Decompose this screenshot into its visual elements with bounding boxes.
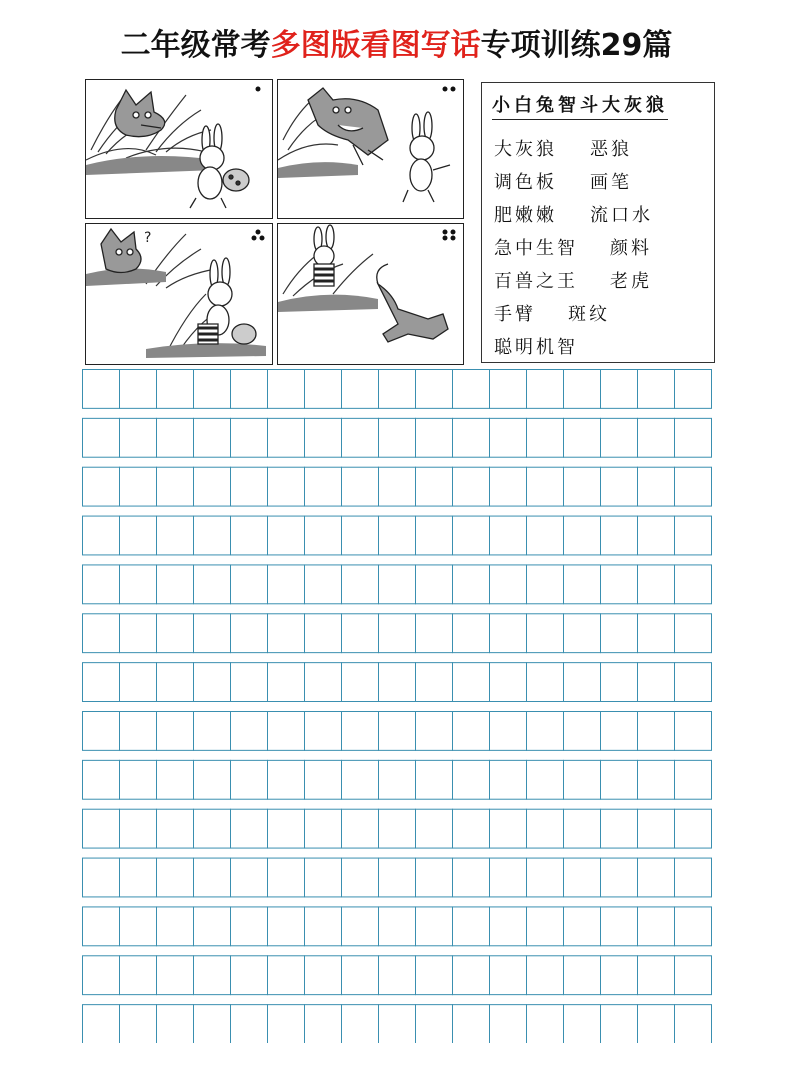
grid-cell[interactable]	[83, 760, 120, 799]
grid-cell[interactable]	[453, 712, 490, 751]
grid-cell[interactable]	[305, 858, 342, 897]
grid-cell[interactable]	[120, 1005, 157, 1043]
grid-cell[interactable]	[268, 760, 305, 799]
grid-cell[interactable]	[675, 956, 712, 995]
grid-cell[interactable]	[416, 370, 453, 409]
grid-cell[interactable]	[527, 663, 564, 702]
grid-cell[interactable]	[194, 712, 231, 751]
grid-cell[interactable]	[527, 809, 564, 848]
grid-cell[interactable]	[342, 467, 379, 506]
word-item: 恶狼	[590, 139, 632, 160]
grid-row[interactable]	[83, 1005, 712, 1043]
wolf-pouncing-illustration	[278, 80, 462, 217]
wolf-fleeing-illustration	[278, 224, 462, 363]
page-title	[0, 26, 793, 66]
grid-cell[interactable]	[194, 809, 231, 848]
grid-cell[interactable]	[268, 858, 305, 897]
grid-cell[interactable]	[601, 663, 638, 702]
word-bank-title: 小白兔智斗大灰狼	[492, 91, 668, 120]
grid-cell[interactable]	[342, 663, 379, 702]
grid-cell[interactable]	[120, 370, 157, 409]
grid-cell[interactable]	[231, 858, 268, 897]
grid-cell[interactable]	[490, 614, 527, 653]
grid-cell[interactable]	[453, 418, 490, 457]
grid-cell[interactable]	[490, 809, 527, 848]
grid-cell[interactable]	[268, 565, 305, 604]
grid-row[interactable]	[83, 663, 712, 702]
grid-cell[interactable]	[638, 858, 675, 897]
grid-cell[interactable]	[453, 663, 490, 702]
wolf-hiding-illustration	[86, 80, 271, 217]
grid-cell[interactable]	[342, 907, 379, 946]
grid-cell[interactable]	[564, 614, 601, 653]
grid-cell[interactable]	[231, 956, 268, 995]
panel-order-dots	[441, 84, 457, 94]
grid-cell[interactable]	[564, 809, 601, 848]
grid-cell[interactable]	[305, 663, 342, 702]
grid-row[interactable]	[83, 760, 712, 799]
grid-cell[interactable]	[157, 663, 194, 702]
grid-cell[interactable]	[157, 370, 194, 409]
picture-panel-2	[277, 79, 464, 219]
grid-cell[interactable]	[379, 956, 416, 995]
grid-cell[interactable]	[120, 809, 157, 848]
grid-cell[interactable]	[638, 565, 675, 604]
grid-cell[interactable]	[305, 956, 342, 995]
grid-cell[interactable]	[416, 418, 453, 457]
grid-cell[interactable]	[416, 712, 453, 751]
grid-cell[interactable]	[268, 809, 305, 848]
grid-cell[interactable]	[231, 467, 268, 506]
grid-cell[interactable]	[342, 956, 379, 995]
panel-order-dots	[250, 228, 266, 242]
grid-cell[interactable]	[83, 614, 120, 653]
panel-order-dots	[441, 228, 457, 242]
grid-cell[interactable]	[379, 809, 416, 848]
grid-cell[interactable]	[453, 467, 490, 506]
grid-cell[interactable]	[157, 614, 194, 653]
grid-cell[interactable]	[453, 614, 490, 653]
grid-cell[interactable]	[305, 565, 342, 604]
grid-cell[interactable]	[379, 663, 416, 702]
grid-cell[interactable]	[194, 516, 231, 555]
grid-cell[interactable]	[157, 467, 194, 506]
title-part-red: 多图版看图写话	[270, 28, 481, 63]
grid-cell[interactable]	[638, 907, 675, 946]
grid-cell[interactable]	[675, 712, 712, 751]
grid-cell[interactable]	[305, 760, 342, 799]
grid-cell[interactable]	[268, 907, 305, 946]
grid-cell[interactable]	[601, 809, 638, 848]
panel-order-dots	[250, 84, 266, 94]
grid-cell[interactable]	[342, 370, 379, 409]
grid-cell[interactable]	[120, 663, 157, 702]
grid-cell[interactable]	[601, 760, 638, 799]
grid-cell[interactable]	[305, 516, 342, 555]
grid-cell[interactable]	[157, 1005, 194, 1043]
grid-cell[interactable]	[379, 760, 416, 799]
grid-cell[interactable]	[194, 467, 231, 506]
grid-cell[interactable]	[120, 712, 157, 751]
grid-cell[interactable]	[83, 467, 120, 506]
grid-cell[interactable]	[675, 418, 712, 457]
grid-cell[interactable]	[453, 1005, 490, 1043]
grid-cell[interactable]	[379, 418, 416, 457]
grid-cell[interactable]	[638, 760, 675, 799]
grid-row[interactable]	[83, 809, 712, 848]
grid-cell[interactable]	[453, 809, 490, 848]
grid-cell[interactable]	[194, 907, 231, 946]
grid-cell[interactable]	[675, 614, 712, 653]
grid-cell[interactable]	[83, 370, 120, 409]
grid-cell[interactable]	[638, 467, 675, 506]
grid-cell[interactable]	[379, 1005, 416, 1043]
writing-grid[interactable]	[82, 369, 712, 1043]
word-item: 斑纹	[568, 304, 610, 325]
grid-cell[interactable]	[157, 956, 194, 995]
grid-row[interactable]	[83, 712, 712, 751]
picture-panel-4	[277, 223, 464, 365]
grid-cell[interactable]	[416, 956, 453, 995]
grid-cell[interactable]	[564, 712, 601, 751]
grid-row[interactable]	[83, 516, 712, 555]
grid-cell[interactable]	[564, 663, 601, 702]
grid-cell[interactable]	[379, 565, 416, 604]
grid-cell[interactable]	[416, 614, 453, 653]
grid-cell[interactable]	[638, 516, 675, 555]
grid-cell[interactable]	[638, 418, 675, 457]
word-item: 画笔	[590, 172, 632, 193]
grid-cell[interactable]	[453, 956, 490, 995]
grid-cell[interactable]	[675, 858, 712, 897]
grid-cell[interactable]	[564, 760, 601, 799]
grid-cell[interactable]	[194, 565, 231, 604]
grid-row[interactable]	[83, 565, 712, 604]
grid-row[interactable]	[83, 858, 712, 897]
grid-cell[interactable]	[453, 370, 490, 409]
grid-cell[interactable]	[490, 516, 527, 555]
grid-cell[interactable]	[527, 1005, 564, 1043]
grid-cell[interactable]	[342, 565, 379, 604]
word-item: 流口水	[590, 205, 653, 226]
grid-cell[interactable]	[638, 614, 675, 653]
grid-cell[interactable]	[120, 418, 157, 457]
grid-cell[interactable]	[120, 467, 157, 506]
grid-cell[interactable]	[638, 712, 675, 751]
grid-cell[interactable]	[490, 663, 527, 702]
grid-cell[interactable]	[194, 858, 231, 897]
grid-cell[interactable]	[601, 907, 638, 946]
word-item: 大灰狼	[494, 139, 557, 160]
grid-cell[interactable]	[675, 467, 712, 506]
grid-cell[interactable]	[527, 614, 564, 653]
grid-cell[interactable]	[453, 858, 490, 897]
grid-cell[interactable]	[638, 809, 675, 848]
grid-cell[interactable]	[305, 467, 342, 506]
grid-cell[interactable]	[638, 956, 675, 995]
grid-row[interactable]	[83, 907, 712, 946]
grid-cell[interactable]	[675, 663, 712, 702]
grid-cell[interactable]	[601, 467, 638, 506]
grid-cell[interactable]	[379, 614, 416, 653]
grid-cell[interactable]	[379, 467, 416, 506]
grid-cell[interactable]	[305, 614, 342, 653]
rabbit-painting-stripes-illustration	[86, 224, 271, 363]
grid-cell[interactable]	[231, 1005, 268, 1043]
grid-cell[interactable]	[527, 956, 564, 995]
grid-cell[interactable]	[157, 907, 194, 946]
grid-cell[interactable]	[342, 760, 379, 799]
grid-cell[interactable]	[564, 467, 601, 506]
grid-cell[interactable]	[231, 760, 268, 799]
grid-cell[interactable]	[675, 907, 712, 946]
grid-cell[interactable]	[379, 858, 416, 897]
grid-cell[interactable]	[194, 418, 231, 457]
grid-cell[interactable]	[416, 907, 453, 946]
word-item: 手臂	[494, 304, 536, 325]
grid-cell[interactable]	[416, 516, 453, 555]
grid-cell[interactable]	[194, 614, 231, 653]
grid-cell[interactable]	[601, 516, 638, 555]
grid-cell[interactable]	[527, 516, 564, 555]
grid-cell[interactable]	[342, 614, 379, 653]
grid-cell[interactable]	[231, 809, 268, 848]
word-bank-box	[481, 82, 715, 363]
grid-cell[interactable]	[342, 516, 379, 555]
grid-cell[interactable]	[83, 712, 120, 751]
grid-cell[interactable]	[268, 712, 305, 751]
grid-cell[interactable]	[157, 858, 194, 897]
grid-cell[interactable]	[453, 907, 490, 946]
grid-cell[interactable]	[157, 418, 194, 457]
grid-row[interactable]	[83, 614, 712, 653]
grid-cell[interactable]	[490, 858, 527, 897]
grid-cell[interactable]	[564, 565, 601, 604]
word-item: 肥嫩嫩	[494, 205, 557, 226]
grid-cell[interactable]	[83, 663, 120, 702]
grid-cell[interactable]	[194, 956, 231, 995]
grid-cell[interactable]	[305, 370, 342, 409]
word-item: 老虎	[610, 271, 652, 292]
grid-cell[interactable]	[564, 418, 601, 457]
grid-cell[interactable]	[564, 1005, 601, 1043]
grid-cell[interactable]	[601, 565, 638, 604]
grid-cell[interactable]	[83, 809, 120, 848]
grid-cell[interactable]	[83, 516, 120, 555]
grid-cell[interactable]	[342, 809, 379, 848]
grid-cell[interactable]	[305, 809, 342, 848]
grid-cell[interactable]	[675, 516, 712, 555]
grid-cell[interactable]	[194, 663, 231, 702]
grid-cell[interactable]	[379, 516, 416, 555]
grid-cell[interactable]	[527, 760, 564, 799]
grid-cell[interactable]	[305, 907, 342, 946]
grid-cell[interactable]	[231, 907, 268, 946]
grid-cell[interactable]	[527, 370, 564, 409]
svg-text:?: ?	[144, 230, 152, 246]
grid-cell[interactable]	[83, 858, 120, 897]
grid-cell[interactable]	[120, 907, 157, 946]
grid-cell[interactable]	[231, 712, 268, 751]
grid-cell[interactable]	[231, 370, 268, 409]
grid-cell[interactable]	[490, 760, 527, 799]
word-item: 急中生智	[494, 238, 578, 259]
grid-cell[interactable]	[379, 907, 416, 946]
grid-cell[interactable]	[490, 956, 527, 995]
grid-cell[interactable]	[268, 467, 305, 506]
grid-cell[interactable]	[231, 663, 268, 702]
grid-cell[interactable]	[157, 712, 194, 751]
grid-cell[interactable]	[490, 565, 527, 604]
grid-cell[interactable]	[342, 1005, 379, 1043]
grid-row[interactable]	[83, 467, 712, 506]
grid-cell[interactable]	[601, 858, 638, 897]
grid-cell[interactable]	[490, 1005, 527, 1043]
grid-cell[interactable]	[83, 956, 120, 995]
grid-cell[interactable]	[416, 858, 453, 897]
grid-cell[interactable]	[675, 809, 712, 848]
grid-cell[interactable]	[157, 809, 194, 848]
grid-cell[interactable]	[194, 1005, 231, 1043]
grid-cell[interactable]	[490, 712, 527, 751]
grid-cell[interactable]	[601, 712, 638, 751]
grid-cell[interactable]	[379, 370, 416, 409]
grid-cell[interactable]	[83, 1005, 120, 1043]
grid-cell[interactable]	[638, 370, 675, 409]
grid-cell[interactable]	[601, 418, 638, 457]
grid-cell[interactable]	[601, 1005, 638, 1043]
grid-row[interactable]	[83, 418, 712, 457]
grid-cell[interactable]	[416, 1005, 453, 1043]
grid-cell[interactable]	[416, 809, 453, 848]
grid-cell[interactable]	[453, 516, 490, 555]
grid-cell[interactable]	[83, 565, 120, 604]
word-item: 颜料	[610, 238, 652, 259]
word-item: 聪明机智	[494, 337, 578, 358]
grid-cell[interactable]	[379, 712, 416, 751]
grid-cell[interactable]	[601, 956, 638, 995]
word-item: 调色板	[494, 172, 557, 193]
grid-cell[interactable]	[490, 467, 527, 506]
grid-cell[interactable]	[601, 370, 638, 409]
grid-cell[interactable]	[305, 418, 342, 457]
grid-cell[interactable]	[268, 370, 305, 409]
grid-cell[interactable]	[83, 418, 120, 457]
grid-cell[interactable]	[120, 760, 157, 799]
grid-cell[interactable]	[527, 712, 564, 751]
grid-cell[interactable]	[416, 663, 453, 702]
grid-cell[interactable]	[527, 418, 564, 457]
picture-panel-3	[85, 223, 273, 365]
grid-cell[interactable]	[342, 712, 379, 751]
grid-cell[interactable]	[120, 565, 157, 604]
grid-cell[interactable]	[305, 1005, 342, 1043]
grid-cell[interactable]	[268, 516, 305, 555]
grid-cell[interactable]	[675, 1005, 712, 1043]
title-part-2: 专项训练29篇	[480, 28, 673, 63]
grid-cell[interactable]	[83, 907, 120, 946]
grid-cell[interactable]	[564, 907, 601, 946]
grid-cell[interactable]	[120, 858, 157, 897]
grid-cell[interactable]	[638, 663, 675, 702]
grid-cell[interactable]	[564, 516, 601, 555]
grid-cell[interactable]	[527, 858, 564, 897]
grid-row[interactable]	[83, 956, 712, 995]
grid-cell[interactable]	[120, 956, 157, 995]
grid-cell[interactable]	[453, 565, 490, 604]
grid-cell[interactable]	[268, 956, 305, 995]
grid-cell[interactable]	[268, 1005, 305, 1043]
grid-cell[interactable]	[564, 858, 601, 897]
grid-cell[interactable]	[527, 565, 564, 604]
grid-cell[interactable]	[675, 370, 712, 409]
grid-cell[interactable]	[564, 370, 601, 409]
grid-cell[interactable]	[527, 467, 564, 506]
word-item: 百兽之王	[494, 271, 578, 292]
grid-cell[interactable]	[601, 614, 638, 653]
grid-cell[interactable]	[527, 907, 564, 946]
grid-cell[interactable]	[120, 614, 157, 653]
grid-cell[interactable]	[638, 1005, 675, 1043]
grid-cell[interactable]	[231, 614, 268, 653]
grid-cell[interactable]	[268, 663, 305, 702]
grid-cell[interactable]	[157, 516, 194, 555]
grid-cell[interactable]	[157, 565, 194, 604]
grid-cell[interactable]	[416, 565, 453, 604]
grid-cell[interactable]	[157, 760, 194, 799]
grid-cell[interactable]	[675, 760, 712, 799]
grid-cell[interactable]	[490, 370, 527, 409]
grid-cell[interactable]	[268, 614, 305, 653]
grid-cell[interactable]	[231, 565, 268, 604]
grid-cell[interactable]	[194, 760, 231, 799]
grid-cell[interactable]	[416, 760, 453, 799]
grid-cell[interactable]	[342, 418, 379, 457]
grid-cell[interactable]	[194, 370, 231, 409]
grid-cell[interactable]	[231, 418, 268, 457]
grid-cell[interactable]	[453, 760, 490, 799]
title-part-1: 二年级常考	[120, 28, 271, 63]
picture-panel-1	[85, 79, 273, 219]
grid-cell[interactable]	[490, 907, 527, 946]
grid-cell[interactable]	[564, 956, 601, 995]
grid-cell[interactable]	[305, 712, 342, 751]
grid-cell[interactable]	[416, 467, 453, 506]
grid-cell[interactable]	[675, 565, 712, 604]
grid-cell[interactable]	[342, 858, 379, 897]
grid-cell[interactable]	[490, 418, 527, 457]
grid-row[interactable]	[83, 370, 712, 409]
grid-cell[interactable]	[268, 418, 305, 457]
grid-cell[interactable]	[231, 516, 268, 555]
grid-cell[interactable]	[120, 516, 157, 555]
